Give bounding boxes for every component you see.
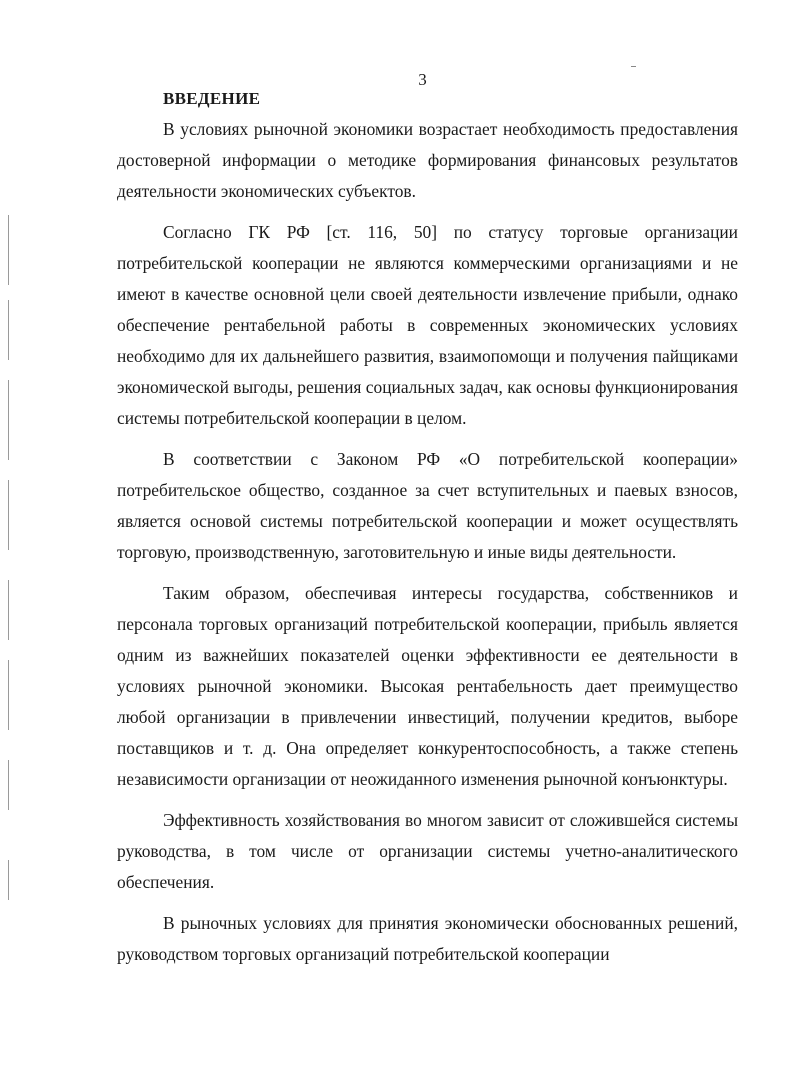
scan-margin-line — [8, 380, 9, 460]
section-heading: ВВЕДЕНИЕ — [163, 89, 261, 108]
body-text — [117, 114, 738, 970]
scan-margin-line — [8, 860, 9, 900]
scan-margin-line — [8, 300, 9, 360]
scan-margin-line — [8, 760, 9, 810]
scan-margin-line — [8, 580, 9, 640]
scan-margin-line — [8, 480, 9, 550]
paragraph: Согласно ГК РФ [ст. 116, 50] по статусу торговые организации потребительской кооперации не являются коммерческими организациями и не имеют в качестве основной цели своей деятельности извлечение прибыли, однако обеспечение рентабельной работы в современных экономических условиях необходимо для их дальнейшего развития, взаимопомощи и получения пайщиками экономической выгоды, решения социальных задач, как основы функционирования системы потребительской кооперации в целом. — [117, 222, 738, 428]
paragraph: В условиях рыночной экономики возрастает необходимость предоставления достоверной информации о методике формирования финансовых результатов деятельности экономических субъектов. — [117, 119, 738, 201]
paragraph: В соответствии с Законом РФ «О потребительской кооперации» потребительское общество, созданное за счет вступительных и паевых взносов, является основой системы потребительской кооперации и может осуществлять торговую, производственную, заготовительную и иные виды деятельности. — [117, 449, 738, 562]
page-number: 3 — [418, 70, 427, 89]
scan-margin-line — [8, 660, 9, 730]
paragraph: Таким образом, обеспечивая интересы государства, собственников и персонала торговых организаций потребительской кооперации, прибыль является одним из важнейших показателей оценки эффективности ее деятельности в условиях рыночной экономики. Высокая рентабельность дает преимущество любой организации в привлечении инвестиций, получении кредитов, выборе поставщиков и т. д. Она определяет конкурентоспособность, а также степень независимости организации от неожиданного изменения рыночной конъюнктуры. — [117, 583, 738, 789]
scan-margin-line — [8, 215, 9, 285]
paragraph: Эффективность хозяйствования во многом зависит от сложившейся системы руководства, в том числе от организации системы учетно-аналитического обеспечения. — [117, 810, 738, 892]
paragraph: В рыночных условиях для принятия экономически обоснованных решений, руководством торговых организаций потребительской кооперации — [117, 913, 738, 964]
scan-mark — [631, 66, 636, 67]
